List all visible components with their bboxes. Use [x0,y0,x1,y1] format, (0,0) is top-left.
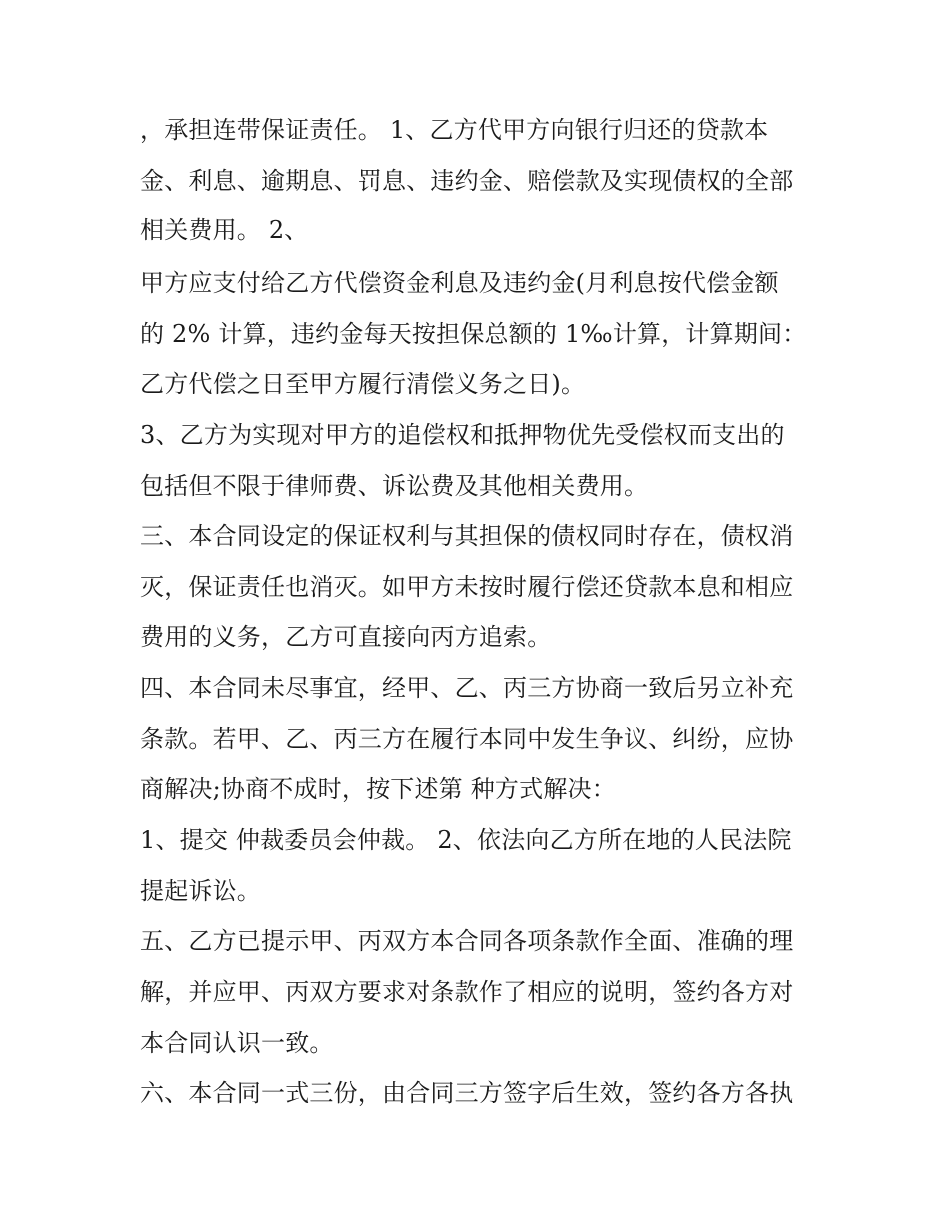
text-line: 3、乙方为实现对甲方的追偿权和抵押物优先受偿权而支出的 [140,421,785,449]
text-line: 本合同认识一致。 [140,1029,334,1057]
text-line: 灭，保证责任也消灭。如甲方未按时履行偿还贷款本息和相应 [140,573,794,601]
text-line: 商解决;协商不成时，按下述第 种方式解决： [140,775,616,803]
text-line: 费用的义务，乙方可直接向丙方追索。 [140,623,552,651]
text-line: 三、本合同设定的保证权利与其担保的债权同时存在，债权消 [140,522,794,550]
text-line: 五、乙方已提示甲、丙双方本合同各项条款作全面、准确的理 [140,927,794,955]
text-line: 金、利息、逾期息、罚息、违约金、赔偿款及实现债权的全部 [140,167,794,195]
text-line: 解，并应甲、丙双方要求对条款作了相应的说明，签约各方对 [140,978,794,1006]
text-line: 提起诉讼。 [140,877,261,905]
text-line: 四、本合同未尽事宜，经甲、乙、丙三方协商一致后另立补充 [140,674,794,702]
text-line: 的 2% 计算，违约金每天按担保总额的 1‰计算，计算期间： [140,320,807,348]
text-line: 相关费用。 2、 [140,216,309,244]
text-line: 六、本合同一式三份，由合同三方签字后生效，签约各方各执 [140,1079,794,1107]
text-line: 甲方应支付给乙方代偿资金利息及违约金(月利息按代偿金额 [140,269,779,297]
text-line: 乙方代偿之日至甲方履行清偿义务之日)。 [140,370,586,398]
text-line: 条款。若甲、乙、丙三方在履行本同中发生争议、纠纷，应协 [140,725,794,753]
text-line: 包括但不限于律师费、诉讼费及其他相关费用。 [140,472,649,500]
text-line: 1、提交 仲裁委员会仲裁。 2、依法向乙方所在地的人民法院 [140,826,792,854]
text-line: ，承担连带保证责任。 1、乙方代甲方向银行归还的贷款本 [140,116,769,144]
